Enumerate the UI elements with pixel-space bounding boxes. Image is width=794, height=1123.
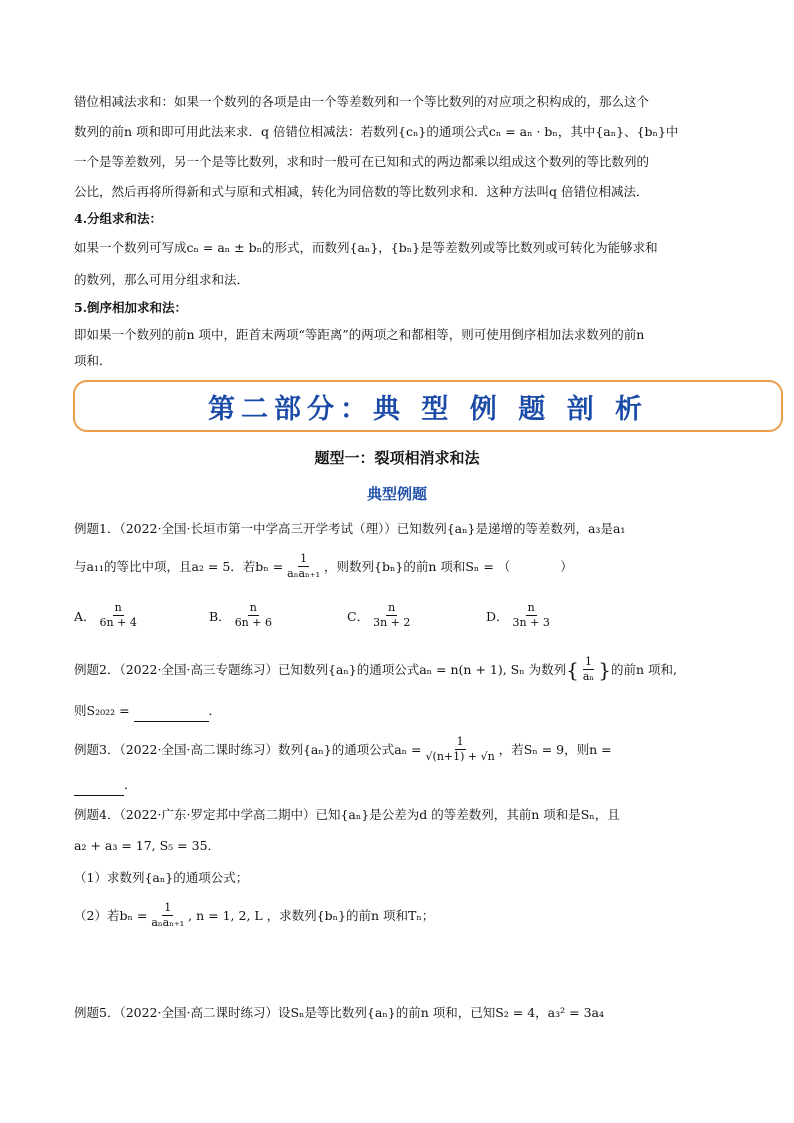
answer-blank[interactable] bbox=[74, 775, 124, 796]
option-a-label: A． bbox=[74, 608, 96, 624]
intro-line-2: 数列的前n 项和即可用此法来求．q 倍错位相减法：若数列{cₙ}的通项公式cₙ = aₙ · bₙ，其中{aₙ}、{bₙ}中 bbox=[74, 124, 679, 139]
left-brace: { bbox=[566, 657, 579, 682]
example4-question-1: （1）求数列{aₙ}的通项公式； bbox=[74, 870, 249, 885]
example3-end: ． bbox=[124, 777, 137, 792]
fraction-numerator: n bbox=[114, 601, 122, 614]
option-d[interactable] bbox=[486, 601, 554, 630]
example3-text-b: ，若Sₙ = 9，则n = bbox=[498, 741, 612, 757]
example1-text-b: ，则数列{bₙ}的前n 项和Sₙ = （ ） bbox=[324, 558, 573, 574]
option-a-fraction bbox=[98, 601, 139, 630]
fraction-numerator: n bbox=[388, 601, 396, 614]
example2-text-a: 例题2．（2022·全国·高三专题练习）已知数列{aₙ}的通项公式aₙ = n(n + 1), Sₙ 为数列 bbox=[74, 661, 567, 677]
option-c[interactable] bbox=[347, 601, 414, 630]
example1-line-2 bbox=[74, 552, 724, 581]
option-d-label: D． bbox=[486, 608, 509, 624]
example4-q2-text-b: , n = 1, 2, L ，求数列{bₙ}的前n 项和Tₙ； bbox=[188, 907, 435, 923]
fraction-denominator: 3n + 2 bbox=[373, 616, 411, 629]
intro-line-1: 错位相减法求和：如果一个数列的各项是由一个等差数列和一个等比数列的对应项之积构成的，那么这个 bbox=[74, 94, 650, 109]
fraction-denominator: aₙaₙ₊₁ bbox=[287, 567, 321, 580]
option-d-fraction bbox=[511, 601, 552, 630]
fraction-denominator: 6n + 4 bbox=[99, 616, 137, 629]
fraction-numerator: n bbox=[527, 601, 535, 614]
option-c-fraction bbox=[371, 601, 412, 630]
example2-line-2 bbox=[74, 701, 724, 722]
option-a[interactable] bbox=[74, 601, 141, 630]
example2-fraction bbox=[581, 655, 596, 684]
right-brace: } bbox=[598, 657, 611, 682]
fraction-denominator: aₙ bbox=[582, 670, 595, 683]
heading-grouping-sum: 4.分组求和法： bbox=[74, 211, 163, 226]
intro-line-3: 一个是等差数列，另一个是等比数列，求和时一般可在已知和式的两边都乘以组成这个数列的等比数列的 bbox=[74, 154, 650, 169]
example4-line-1: 例题4．（2022·广东·罗定邦中学高二期中）已知{aₙ}是公差为d 的等差数列，其前n 项和是Sₙ，且 bbox=[74, 807, 620, 822]
example3-text-a: 例题3．（2022·全国·高二课时练习）数列{aₙ}的通项公式aₙ = bbox=[74, 741, 422, 757]
example2-text-b: 的前n 项和, bbox=[610, 661, 677, 677]
answer-blank[interactable] bbox=[134, 701, 209, 722]
fraction-numerator: 1 bbox=[585, 655, 593, 668]
example1-fraction bbox=[285, 552, 322, 581]
fraction-denominator: √(n+1) + √n bbox=[425, 750, 495, 763]
fraction-denominator: 6n + 6 bbox=[234, 616, 272, 629]
option-b-label: B． bbox=[209, 608, 231, 624]
intro-line-4: 公比，然后再将所得新和式与原和式相减，转化为同倍数的等比数列求和．这种方法叫q 倍错位相减法． bbox=[74, 184, 649, 199]
section-banner bbox=[73, 380, 783, 432]
intro-line-7: 即如果一个数列的前n 项中，距首末两项“等距离”的两项之和都相等，则可使用倒序相加法求数列的前n bbox=[74, 327, 645, 342]
fraction-denominator: 3n + 3 bbox=[512, 616, 550, 629]
fraction-numerator: n bbox=[249, 601, 257, 614]
example1-text-a: 与a₁₁的等比中项，且a₂ = 5．若bₙ = bbox=[74, 558, 284, 574]
example3-line-2 bbox=[74, 775, 724, 796]
type1-subtitle: 典型例题 bbox=[366, 485, 427, 503]
option-b[interactable] bbox=[209, 601, 276, 630]
intro-line-8: 项和． bbox=[74, 353, 112, 368]
example1-line-1: 例题1．（2022·全国·长垣市第一中学高三开学考试（理））已知数列{aₙ}是递增的等差数列，a₃是a₁ bbox=[74, 521, 626, 536]
example3-fraction bbox=[424, 735, 497, 764]
intro-line-5: 如果一个数列可写成cₙ = aₙ ± bₙ的形式，而数列{aₙ}，{bₙ}是等差数列或等比数列或可转化为能够求和 bbox=[74, 240, 658, 255]
example2-line-1 bbox=[74, 655, 724, 684]
example2-end: ． bbox=[208, 703, 222, 718]
intro-line-6: 的数列，那么可用分组求和法． bbox=[74, 272, 250, 287]
example3-line-1 bbox=[74, 735, 724, 764]
example4-fraction bbox=[149, 901, 186, 930]
type1-title: 题型一：裂项相消求和法 bbox=[314, 449, 480, 467]
fraction-numerator: 1 bbox=[456, 735, 464, 748]
fraction-numerator: 1 bbox=[300, 552, 308, 565]
option-b-fraction bbox=[233, 601, 274, 630]
example5-line-1: 例题5．（2022·全国·高二课时练习）设Sₙ是等比数列{aₙ}的前n 项和，已知S₂ = 4，a₃² = 3a₄ bbox=[74, 1005, 604, 1020]
example2-answer-label: 则S₂₀₂₂ = bbox=[74, 703, 134, 718]
fraction-denominator: aₙaₙ₊₁ bbox=[151, 916, 185, 929]
example4-q2-text-a: （2）若bₙ = bbox=[74, 907, 148, 923]
example4-line-2: a₂ + a₃ = 17, S₅ = 35． bbox=[74, 838, 221, 853]
fraction-numerator: 1 bbox=[164, 901, 172, 914]
section-title: 第二部分：典 型 例 题 剖 析 bbox=[208, 393, 648, 425]
heading-reverse-sum: 5.倒序相加求和法： bbox=[74, 300, 188, 315]
example4-question-2 bbox=[74, 901, 724, 930]
option-c-label: C． bbox=[347, 608, 370, 624]
